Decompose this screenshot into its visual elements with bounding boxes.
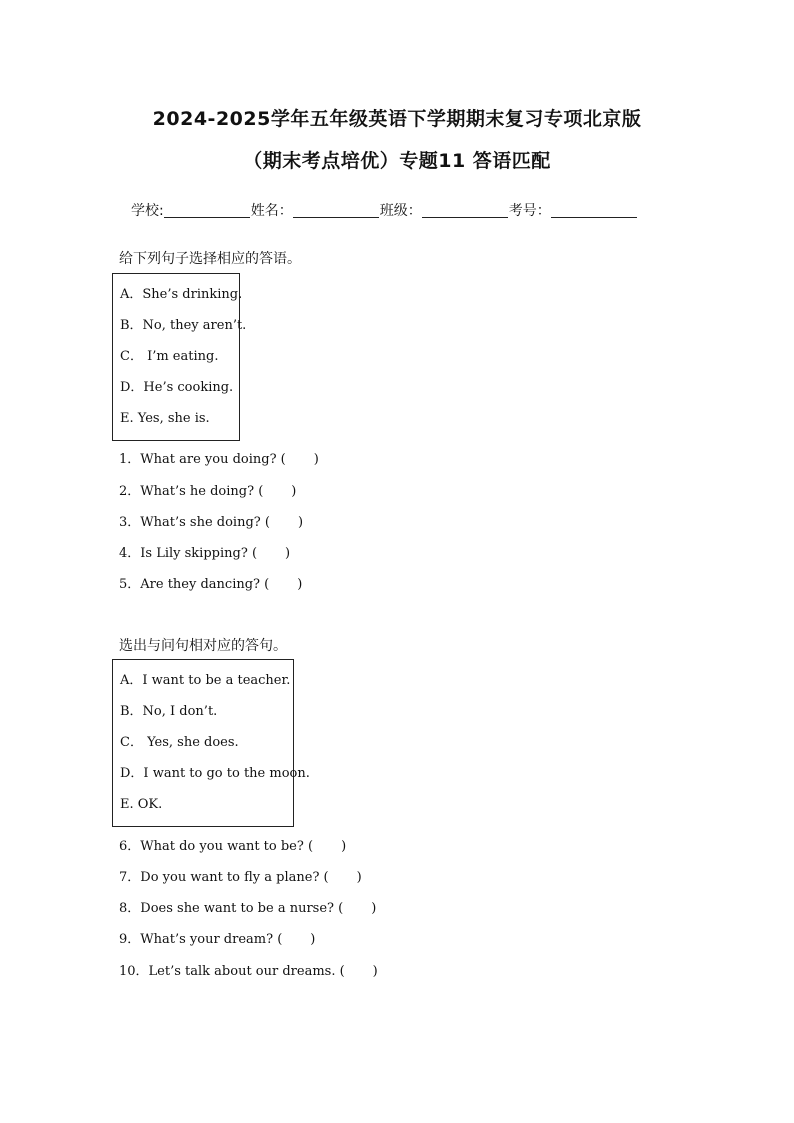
- close-paren: ): [291, 484, 297, 499]
- exam-no-label: 考号：: [508, 203, 551, 219]
- question-4: [119, 542, 290, 561]
- question-1: [119, 448, 319, 467]
- question-2: [119, 480, 296, 499]
- question-9: [119, 928, 315, 947]
- section2-instruction: 选出与问句相对应的答句。: [119, 638, 287, 654]
- option-a: A．She’s drinking.: [120, 287, 243, 302]
- page-title: 2024-2025学年五年级英语下学期期末复习专项北京版: [152, 108, 642, 130]
- option-b: B．No, I don’t.: [120, 704, 218, 719]
- question-10: [119, 960, 378, 979]
- close-paren: ): [285, 546, 291, 561]
- section1-options-box: [112, 273, 247, 441]
- option-e: E. OK.: [120, 797, 163, 812]
- question-3: [119, 511, 303, 530]
- class-blank[interactable]: [422, 217, 508, 218]
- close-paren: ): [372, 964, 378, 979]
- option-c: C． Yes, she does.: [120, 735, 239, 750]
- close-paren: ): [297, 515, 304, 530]
- question-text: 3．What’s she doing? (: [119, 515, 270, 530]
- option-d: D．I want to go to the moon.: [120, 766, 310, 781]
- close-paren: ): [297, 577, 303, 592]
- exam-no-blank[interactable]: [551, 217, 637, 218]
- section1-instruction: 给下列句子选择相应的答语。: [119, 251, 301, 267]
- option-a: A．I want to be a teacher.: [120, 673, 291, 688]
- page-subtitle: （期末考点培优）专题11 答语匹配: [243, 150, 551, 172]
- question-text: 9．What’s your dream? (: [119, 932, 283, 947]
- close-paren: ): [341, 839, 347, 854]
- option-c: C． I’m eating.: [120, 349, 219, 364]
- option-b: B．No, they aren’t.: [120, 318, 247, 333]
- question-text: 7．Do you want to fly a plane? (: [119, 870, 329, 885]
- student-info-row: [131, 200, 638, 220]
- question-text: 8．Does she want to be a nurse? (: [119, 901, 344, 916]
- question-5: [119, 573, 302, 592]
- question-text: 4．Is Lily skipping? (: [119, 546, 258, 561]
- close-paren: ): [356, 870, 362, 885]
- section2-options-box: [112, 659, 310, 827]
- question-text: 5．Are they dancing? (: [119, 577, 270, 592]
- question-text: 10．Let’s talk about our dreams. (: [119, 964, 345, 979]
- close-paren: ): [313, 452, 319, 467]
- question-text: 1．What are you doing? (: [119, 452, 286, 467]
- school-blank[interactable]: [164, 217, 250, 218]
- name-blank[interactable]: [293, 217, 379, 218]
- school-label: 学校:: [131, 203, 164, 219]
- close-paren: ): [371, 901, 377, 916]
- name-label: 姓名：: [250, 203, 293, 219]
- option-e: E. Yes, she is.: [120, 411, 210, 426]
- option-d: D．He’s cooking.: [120, 380, 234, 395]
- question-text: 6．What do you want to be? (: [119, 839, 314, 854]
- question-8: [119, 897, 376, 916]
- question-7: [119, 866, 362, 885]
- class-label: 班级：: [379, 203, 422, 219]
- close-paren: ): [310, 932, 316, 947]
- question-6: [119, 835, 346, 854]
- question-text: 2．What’s he doing? (: [119, 484, 264, 499]
